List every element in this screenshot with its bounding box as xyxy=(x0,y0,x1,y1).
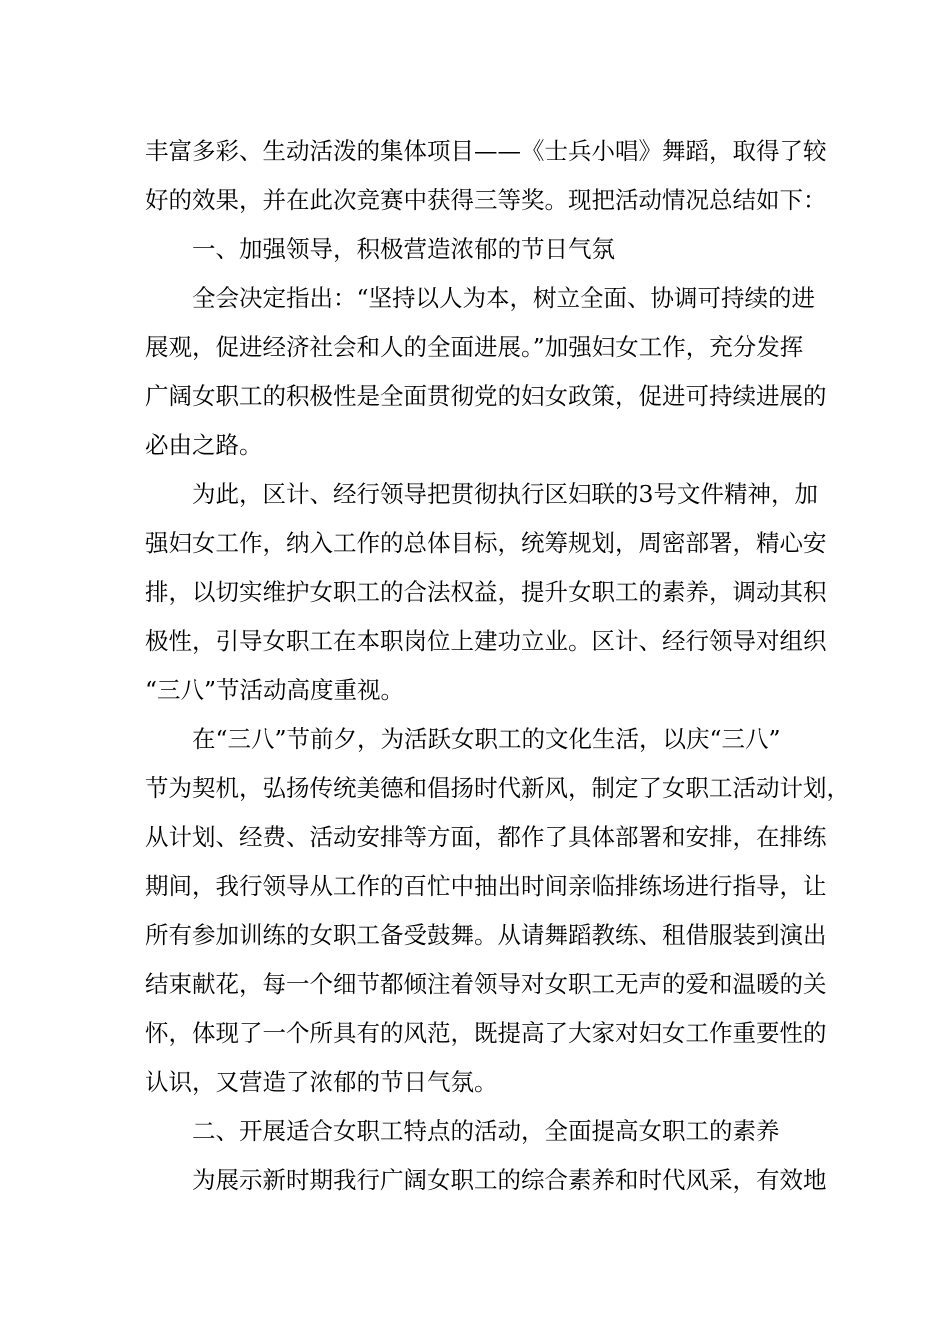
text-line: “三八”节活动高度重视。 xyxy=(145,676,405,704)
text-line: 强妇女工作，纳入工作的总体目标，统筹规划，周密部署，精心安 xyxy=(145,529,827,557)
section-heading: 二、开展适合女职工特点的活动，全面提高女职工的素养 xyxy=(192,1117,780,1145)
text-line: 丰富多彩、生动活泼的集体项目——《士兵小唱》舞蹈，取得了较 xyxy=(145,137,827,165)
text-line: 从计划、经费、活动安排等方面，都作了具体部署和安排，在排练 xyxy=(145,823,827,851)
text-line: 广阔女职工的积极性是全面贯彻党的妇女政策，促进可持续进展的 xyxy=(145,382,827,410)
text-line: 节为契机，弘扬传统美德和倡扬时代新风，制定了女职工活动计划， xyxy=(145,774,850,802)
text-line: 极性，引导女职工在本职岗位上建功立业。区计、经行领导对组织 xyxy=(145,627,827,655)
text-line: 为此，区计、经行领导把贯彻执行区妇联的3号文件精神，加 xyxy=(192,480,818,508)
text-line: 必由之路。 xyxy=(145,431,263,459)
text-line: 期间，我行领导从工作的百忙中抽出时间亲临排练场进行指导，让 xyxy=(145,872,827,900)
text-line: 所有参加训练的女职工备受鼓舞。从请舞蹈教练、租借服装到演出 xyxy=(145,921,827,949)
text-line: 认识，又营造了浓郁的节日气氛。 xyxy=(145,1068,498,1096)
text-line: 好的效果，并在此次竞赛中获得三等奖。现把活动情况总结如下： xyxy=(145,186,827,214)
text-line: 结束献花，每一个细节都倾注着领导对女职工无声的爱和温暖的关 xyxy=(145,970,827,998)
text-line: 全会决定指出：“坚持以人为本，树立全面、协调可持续的进 xyxy=(192,284,816,312)
text-line: 排，以切实维护女职工的合法权益，提升女职工的素养，调动其积 xyxy=(145,578,827,606)
text-line: 怀，体现了一个所具有的风范，既提高了大家对妇女工作重要性的 xyxy=(145,1019,827,1047)
text-line: 在“三八”节前夕，为活跃女职工的文化生活，以庆“三八” xyxy=(192,725,781,753)
section-heading: 一、加强领导，积极营造浓郁的节日气氛 xyxy=(192,235,615,263)
text-line: 展观，促进经济社会和人的全面进展。”加强妇女工作，充分发挥 xyxy=(145,333,804,361)
text-line: 为展示新时期我行广阔女职工的综合素养和时代风采，有效地 xyxy=(192,1166,827,1194)
